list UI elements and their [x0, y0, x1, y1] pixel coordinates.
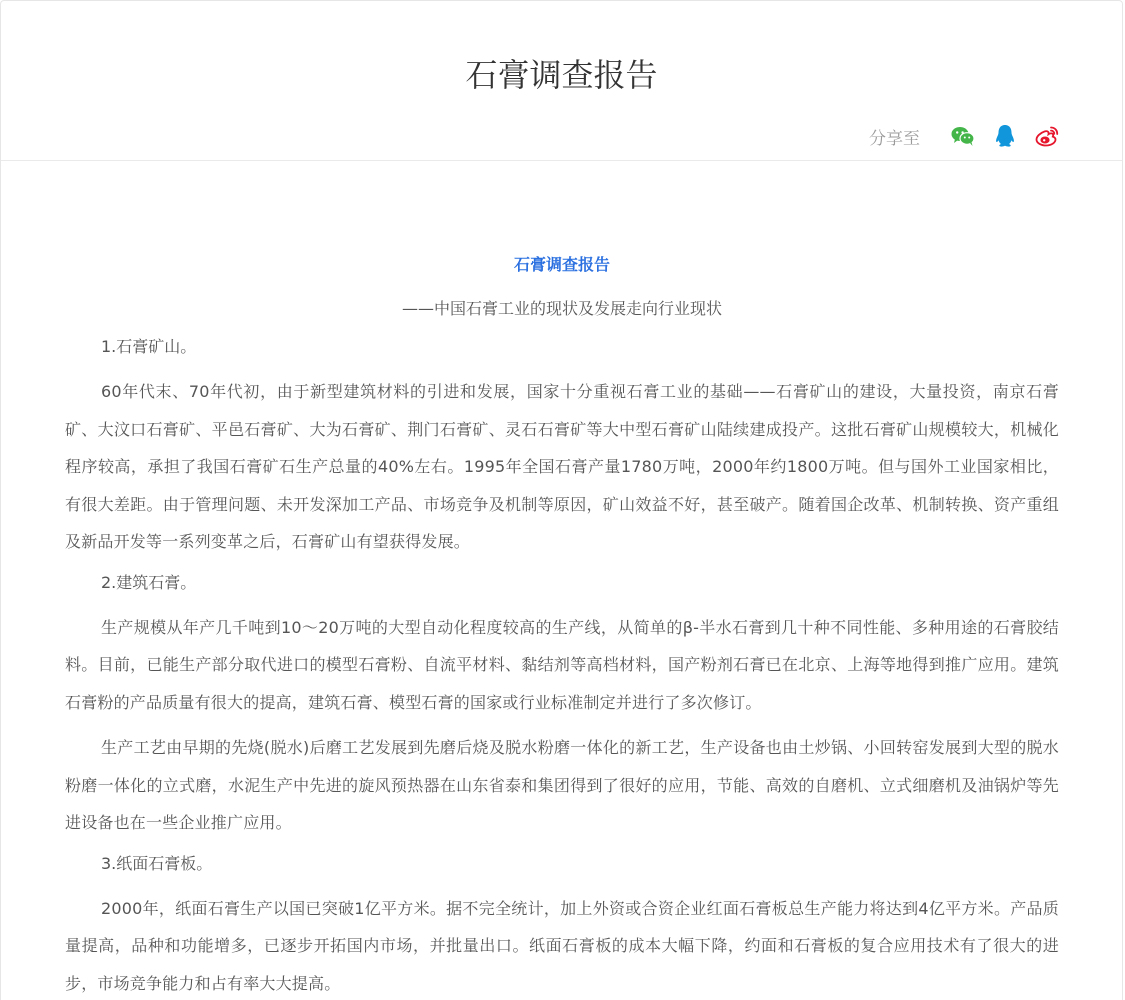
- paragraph: 生产工艺由早期的先烧(脱水)后磨工艺发展到先磨后烧及脱水粉磨一体化的新工艺，生产设备也由土炒锅、小回转窑发展到大型的脱水粉磨一体化的立式磨，水泥生产中先进的旋风预热器在山东省泰和集团得到了很好的应用，节能、高效的自磨机、立式细磨机及油锅炉等先进设备也在一些企业推广应用。: [65, 738, 1059, 832]
- section-heading: 3.纸面石膏板。: [101, 853, 213, 873]
- weibo-icon[interactable]: [1034, 123, 1060, 149]
- article-subtitle: ——中国石膏工业的现状及发展走向行业现状: [401, 299, 722, 318]
- paragraph: 60年代末、70年代初，由于新型建筑材料的引进和发展，国家十分重视石膏工业的基础——石膏矿山的建设，大量投资，南京石膏矿、大汶口石膏矿、平邑石膏矿、大为石膏矿、荆门石膏矿、灵石石膏矿等大中型石膏矿山陆续建成投产。这批石膏矿山规模较大，机械化程序较高，承担了我国石膏矿石生产总量的40%左右。1995年全国石膏产量1780万吨，2000年约1800万吨。但与国外工业国家相比，有很大差距。由于管理问题、未开发深加工产品、市场竞争及机制等原因，矿山效益不好，甚至破产。随着国企改革、机制转换、资产重组及新品开发等一系列变革之后，石膏矿山有望获得发展。: [65, 382, 1059, 551]
- page-title: 石膏调查报告: [465, 56, 658, 94]
- wechat-icon[interactable]: [950, 123, 976, 149]
- article-body: [65, 241, 1059, 1000]
- share-bar: [869, 121, 1060, 151]
- qq-icon[interactable]: [992, 123, 1018, 149]
- article-title: 石膏调查报告: [513, 255, 610, 274]
- section-heading: 1.石膏矿山。: [101, 337, 197, 356]
- paragraph: 生产规模从年产几千吨到10～20万吨的大型自动化程度较高的生产线，从简单的β-半水石膏到几十种不同性能、多种用途的石膏胶结料。目前，已能生产部分取代进口的模型石膏粉、自流平材料、黏结剂等高档材料，国产粉剂石膏已在北京、上海等地得到推广应用。建筑石膏粉的产品质量有很大的提高，建筑石膏、模型石膏的国家或行业标准制定并进行了多次修订。: [65, 617, 1059, 712]
- share-label: 分享至: [869, 128, 920, 149]
- section-heading: 2.建筑石膏。: [101, 572, 197, 592]
- page-header: [1, 1, 1122, 161]
- paragraph: 2000年，纸面石膏生产以国已突破1亿平方米。据不完全统计，加上外资或合资企业红面石膏板总生产能力将达到4亿平方米。产品质量提高，品种和功能增多，已逐步开拓国内市场，并批量出口。纸面石膏板的成本大幅下降，约面和石膏板的复合应用技术有了很大的进步，市场竞争能力和占有率大大提高。: [65, 898, 1059, 993]
